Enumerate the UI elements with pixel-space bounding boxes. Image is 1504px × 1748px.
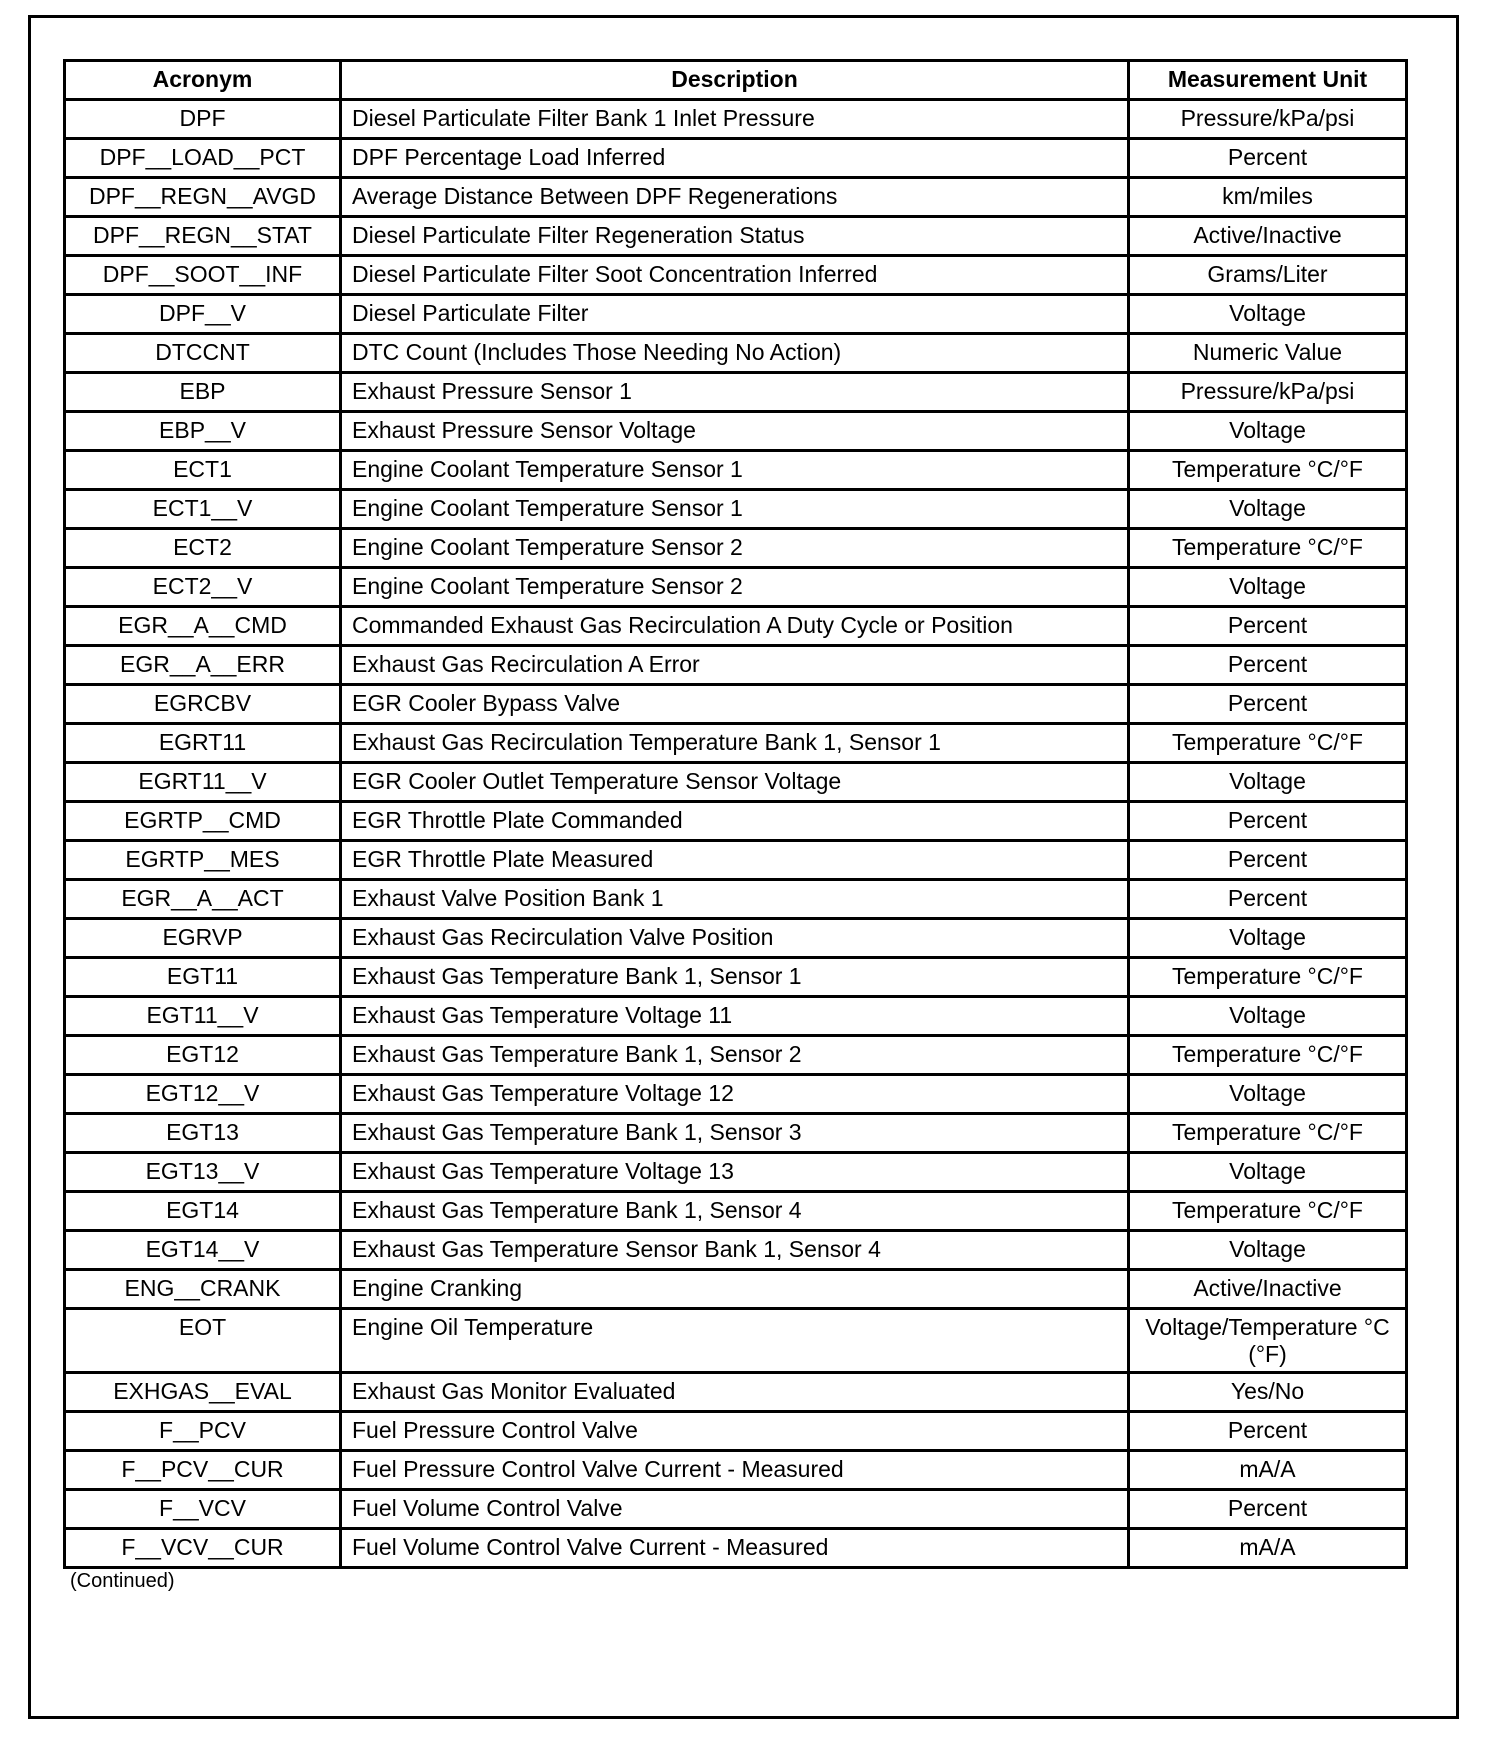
cell-description: Exhaust Gas Monitor Evaluated <box>341 1373 1129 1412</box>
table-row <box>65 412 1407 451</box>
table-row <box>65 1153 1407 1192</box>
table-row <box>65 490 1407 529</box>
table-row <box>65 646 1407 685</box>
cell-description: Engine Oil Temperature <box>341 1309 1129 1373</box>
table-row <box>65 1231 1407 1270</box>
cell-description: Diesel Particulate Filter <box>341 295 1129 334</box>
cell-acronym: EGT11 <box>65 958 341 997</box>
table-row <box>65 217 1407 256</box>
cell-acronym: EGT14__V <box>65 1231 341 1270</box>
table-header-row <box>65 61 1407 100</box>
cell-description: Exhaust Gas Temperature Bank 1, Sensor 2 <box>341 1036 1129 1075</box>
cell-description: Exhaust Gas Temperature Bank 1, Sensor 4 <box>341 1192 1129 1231</box>
cell-measurement-unit: km/miles <box>1129 178 1407 217</box>
table-row <box>65 256 1407 295</box>
table-row <box>65 529 1407 568</box>
cell-measurement-unit: Percent <box>1129 841 1407 880</box>
table-row <box>65 802 1407 841</box>
table-row <box>65 1114 1407 1153</box>
cell-acronym: EGRTP__MES <box>65 841 341 880</box>
cell-acronym: DPF__REGN__AVGD <box>65 178 341 217</box>
cell-measurement-unit: Grams/Liter <box>1129 256 1407 295</box>
cell-description: Engine Coolant Temperature Sensor 1 <box>341 490 1129 529</box>
table-row <box>65 1451 1407 1490</box>
table-row <box>65 568 1407 607</box>
cell-description: Commanded Exhaust Gas Recirculation A Duty Cycle or Position <box>341 607 1129 646</box>
table-row <box>65 178 1407 217</box>
cell-acronym: EGRCBV <box>65 685 341 724</box>
cell-measurement-unit: Percent <box>1129 607 1407 646</box>
cell-description: Engine Coolant Temperature Sensor 2 <box>341 568 1129 607</box>
cell-description: Exhaust Gas Temperature Bank 1, Sensor 1 <box>341 958 1129 997</box>
cell-measurement-unit: Temperature °C/°F <box>1129 451 1407 490</box>
table-row <box>65 607 1407 646</box>
cell-acronym: EGRTP__CMD <box>65 802 341 841</box>
cell-description: Exhaust Gas Recirculation Valve Position <box>341 919 1129 958</box>
table-row <box>65 1529 1407 1568</box>
cell-description: EGR Throttle Plate Measured <box>341 841 1129 880</box>
cell-measurement-unit: Voltage <box>1129 412 1407 451</box>
cell-acronym: DPF__REGN__STAT <box>65 217 341 256</box>
table-row <box>65 451 1407 490</box>
table-body <box>65 100 1407 1568</box>
cell-description: Exhaust Gas Temperature Sensor Bank 1, Sensor 4 <box>341 1231 1129 1270</box>
table-row <box>65 1036 1407 1075</box>
continued-note: (Continued) <box>70 1570 175 1592</box>
cell-acronym: EGRVP <box>65 919 341 958</box>
table-row <box>65 880 1407 919</box>
table-row <box>65 334 1407 373</box>
cell-acronym: EGT13 <box>65 1114 341 1153</box>
cell-acronym: ENG__CRANK <box>65 1270 341 1309</box>
cell-measurement-unit: Voltage <box>1129 295 1407 334</box>
cell-acronym: F__VCV <box>65 1490 341 1529</box>
cell-description: Exhaust Gas Recirculation A Error <box>341 646 1129 685</box>
cell-measurement-unit: Percent <box>1129 646 1407 685</box>
cell-measurement-unit: Temperature °C/°F <box>1129 529 1407 568</box>
cell-acronym: DTCCNT <box>65 334 341 373</box>
cell-measurement-unit: Voltage <box>1129 919 1407 958</box>
cell-measurement-unit: Temperature °C/°F <box>1129 1036 1407 1075</box>
table-row <box>65 1192 1407 1231</box>
cell-measurement-unit: Temperature °C/°F <box>1129 1192 1407 1231</box>
table-row <box>65 763 1407 802</box>
table-row <box>65 685 1407 724</box>
cell-acronym: EGR__A__ACT <box>65 880 341 919</box>
cell-acronym: EBP__V <box>65 412 341 451</box>
cell-acronym: EGT11__V <box>65 997 341 1036</box>
cell-description: Diesel Particulate Filter Bank 1 Inlet Pressure <box>341 100 1129 139</box>
cell-acronym: F__PCV__CUR <box>65 1451 341 1490</box>
cell-description: Exhaust Pressure Sensor 1 <box>341 373 1129 412</box>
table-row <box>65 295 1407 334</box>
table-row <box>65 373 1407 412</box>
cell-measurement-unit: Percent <box>1129 802 1407 841</box>
cell-measurement-unit: Voltage <box>1129 1153 1407 1192</box>
cell-acronym: ECT1 <box>65 451 341 490</box>
cell-acronym: EGRT11__V <box>65 763 341 802</box>
cell-description: EGR Cooler Outlet Temperature Sensor Voltage <box>341 763 1129 802</box>
cell-description: DPF Percentage Load Inferred <box>341 139 1129 178</box>
cell-acronym: ECT1__V <box>65 490 341 529</box>
cell-acronym: EBP <box>65 373 341 412</box>
header-measurement-unit: Measurement Unit <box>1129 61 1407 100</box>
cell-acronym: DPF__LOAD__PCT <box>65 139 341 178</box>
acronym-table <box>63 59 1408 1569</box>
cell-description: Exhaust Gas Temperature Voltage 11 <box>341 997 1129 1036</box>
header-acronym: Acronym <box>65 61 341 100</box>
cell-description: Diesel Particulate Filter Regeneration Status <box>341 217 1129 256</box>
cell-measurement-unit: mA/A <box>1129 1529 1407 1568</box>
cell-acronym: EXHGAS__EVAL <box>65 1373 341 1412</box>
table-row <box>65 1412 1407 1451</box>
cell-acronym: DPF__V <box>65 295 341 334</box>
cell-acronym: ECT2 <box>65 529 341 568</box>
cell-acronym: EGR__A__CMD <box>65 607 341 646</box>
table-row <box>65 997 1407 1036</box>
cell-measurement-unit: Pressure/kPa/psi <box>1129 373 1407 412</box>
table-row <box>65 1490 1407 1529</box>
table-row <box>65 100 1407 139</box>
cell-acronym: EGRT11 <box>65 724 341 763</box>
cell-measurement-unit: Voltage <box>1129 763 1407 802</box>
cell-measurement-unit: Voltage <box>1129 568 1407 607</box>
cell-measurement-unit: Voltage <box>1129 1231 1407 1270</box>
cell-acronym: EGT12 <box>65 1036 341 1075</box>
cell-description: Exhaust Gas Temperature Voltage 12 <box>341 1075 1129 1114</box>
cell-description: EGR Throttle Plate Commanded <box>341 802 1129 841</box>
cell-description: DTC Count (Includes Those Needing No Action) <box>341 334 1129 373</box>
cell-description: Average Distance Between DPF Regenerations <box>341 178 1129 217</box>
table-row <box>65 1309 1407 1373</box>
cell-acronym: ECT2__V <box>65 568 341 607</box>
cell-description: Engine Coolant Temperature Sensor 2 <box>341 529 1129 568</box>
cell-measurement-unit: Temperature °C/°F <box>1129 724 1407 763</box>
table-row <box>65 139 1407 178</box>
table-row <box>65 958 1407 997</box>
table-row <box>65 1075 1407 1114</box>
cell-description: Fuel Pressure Control Valve Current - Measured <box>341 1451 1129 1490</box>
cell-description: Diesel Particulate Filter Soot Concentration Inferred <box>341 256 1129 295</box>
cell-acronym: F__VCV__CUR <box>65 1529 341 1568</box>
cell-measurement-unit: Pressure/kPa/psi <box>1129 100 1407 139</box>
cell-measurement-unit: Active/Inactive <box>1129 217 1407 256</box>
cell-acronym: EGT12__V <box>65 1075 341 1114</box>
cell-description: Engine Cranking <box>341 1270 1129 1309</box>
table-row <box>65 1270 1407 1309</box>
cell-measurement-unit: mA/A <box>1129 1451 1407 1490</box>
cell-description: Exhaust Gas Temperature Bank 1, Sensor 3 <box>341 1114 1129 1153</box>
cell-measurement-unit: Percent <box>1129 1412 1407 1451</box>
cell-description: Engine Coolant Temperature Sensor 1 <box>341 451 1129 490</box>
cell-acronym: DPF <box>65 100 341 139</box>
cell-acronym: EGT14 <box>65 1192 341 1231</box>
table-row <box>65 919 1407 958</box>
cell-acronym: DPF__SOOT__INF <box>65 256 341 295</box>
cell-measurement-unit: Numeric Value <box>1129 334 1407 373</box>
cell-description: Exhaust Gas Temperature Voltage 13 <box>341 1153 1129 1192</box>
cell-measurement-unit: Yes/No <box>1129 1373 1407 1412</box>
table-row <box>65 724 1407 763</box>
cell-measurement-unit: Percent <box>1129 1490 1407 1529</box>
cell-description: Exhaust Valve Position Bank 1 <box>341 880 1129 919</box>
table-row <box>65 841 1407 880</box>
cell-description: EGR Cooler Bypass Valve <box>341 685 1129 724</box>
cell-acronym: F__PCV <box>65 1412 341 1451</box>
cell-measurement-unit: Temperature °C/°F <box>1129 1114 1407 1153</box>
cell-measurement-unit: Voltage <box>1129 1075 1407 1114</box>
cell-measurement-unit: Voltage <box>1129 997 1407 1036</box>
cell-description: Exhaust Pressure Sensor Voltage <box>341 412 1129 451</box>
cell-description: Fuel Volume Control Valve <box>341 1490 1129 1529</box>
cell-measurement-unit: Percent <box>1129 685 1407 724</box>
cell-acronym: EGT13__V <box>65 1153 341 1192</box>
cell-acronym: EOT <box>65 1309 341 1373</box>
cell-acronym: EGR__A__ERR <box>65 646 341 685</box>
table-row <box>65 1373 1407 1412</box>
cell-measurement-unit: Voltage <box>1129 490 1407 529</box>
cell-description: Fuel Volume Control Valve Current - Measured <box>341 1529 1129 1568</box>
cell-description: Fuel Pressure Control Valve <box>341 1412 1129 1451</box>
cell-measurement-unit: Percent <box>1129 139 1407 178</box>
cell-description: Exhaust Gas Recirculation Temperature Bank 1, Sensor 1 <box>341 724 1129 763</box>
cell-measurement-unit: Percent <box>1129 880 1407 919</box>
header-description: Description <box>341 61 1129 100</box>
cell-measurement-unit: Voltage/Temperature °C (°F) <box>1129 1309 1407 1373</box>
cell-measurement-unit: Active/Inactive <box>1129 1270 1407 1309</box>
cell-measurement-unit: Temperature °C/°F <box>1129 958 1407 997</box>
